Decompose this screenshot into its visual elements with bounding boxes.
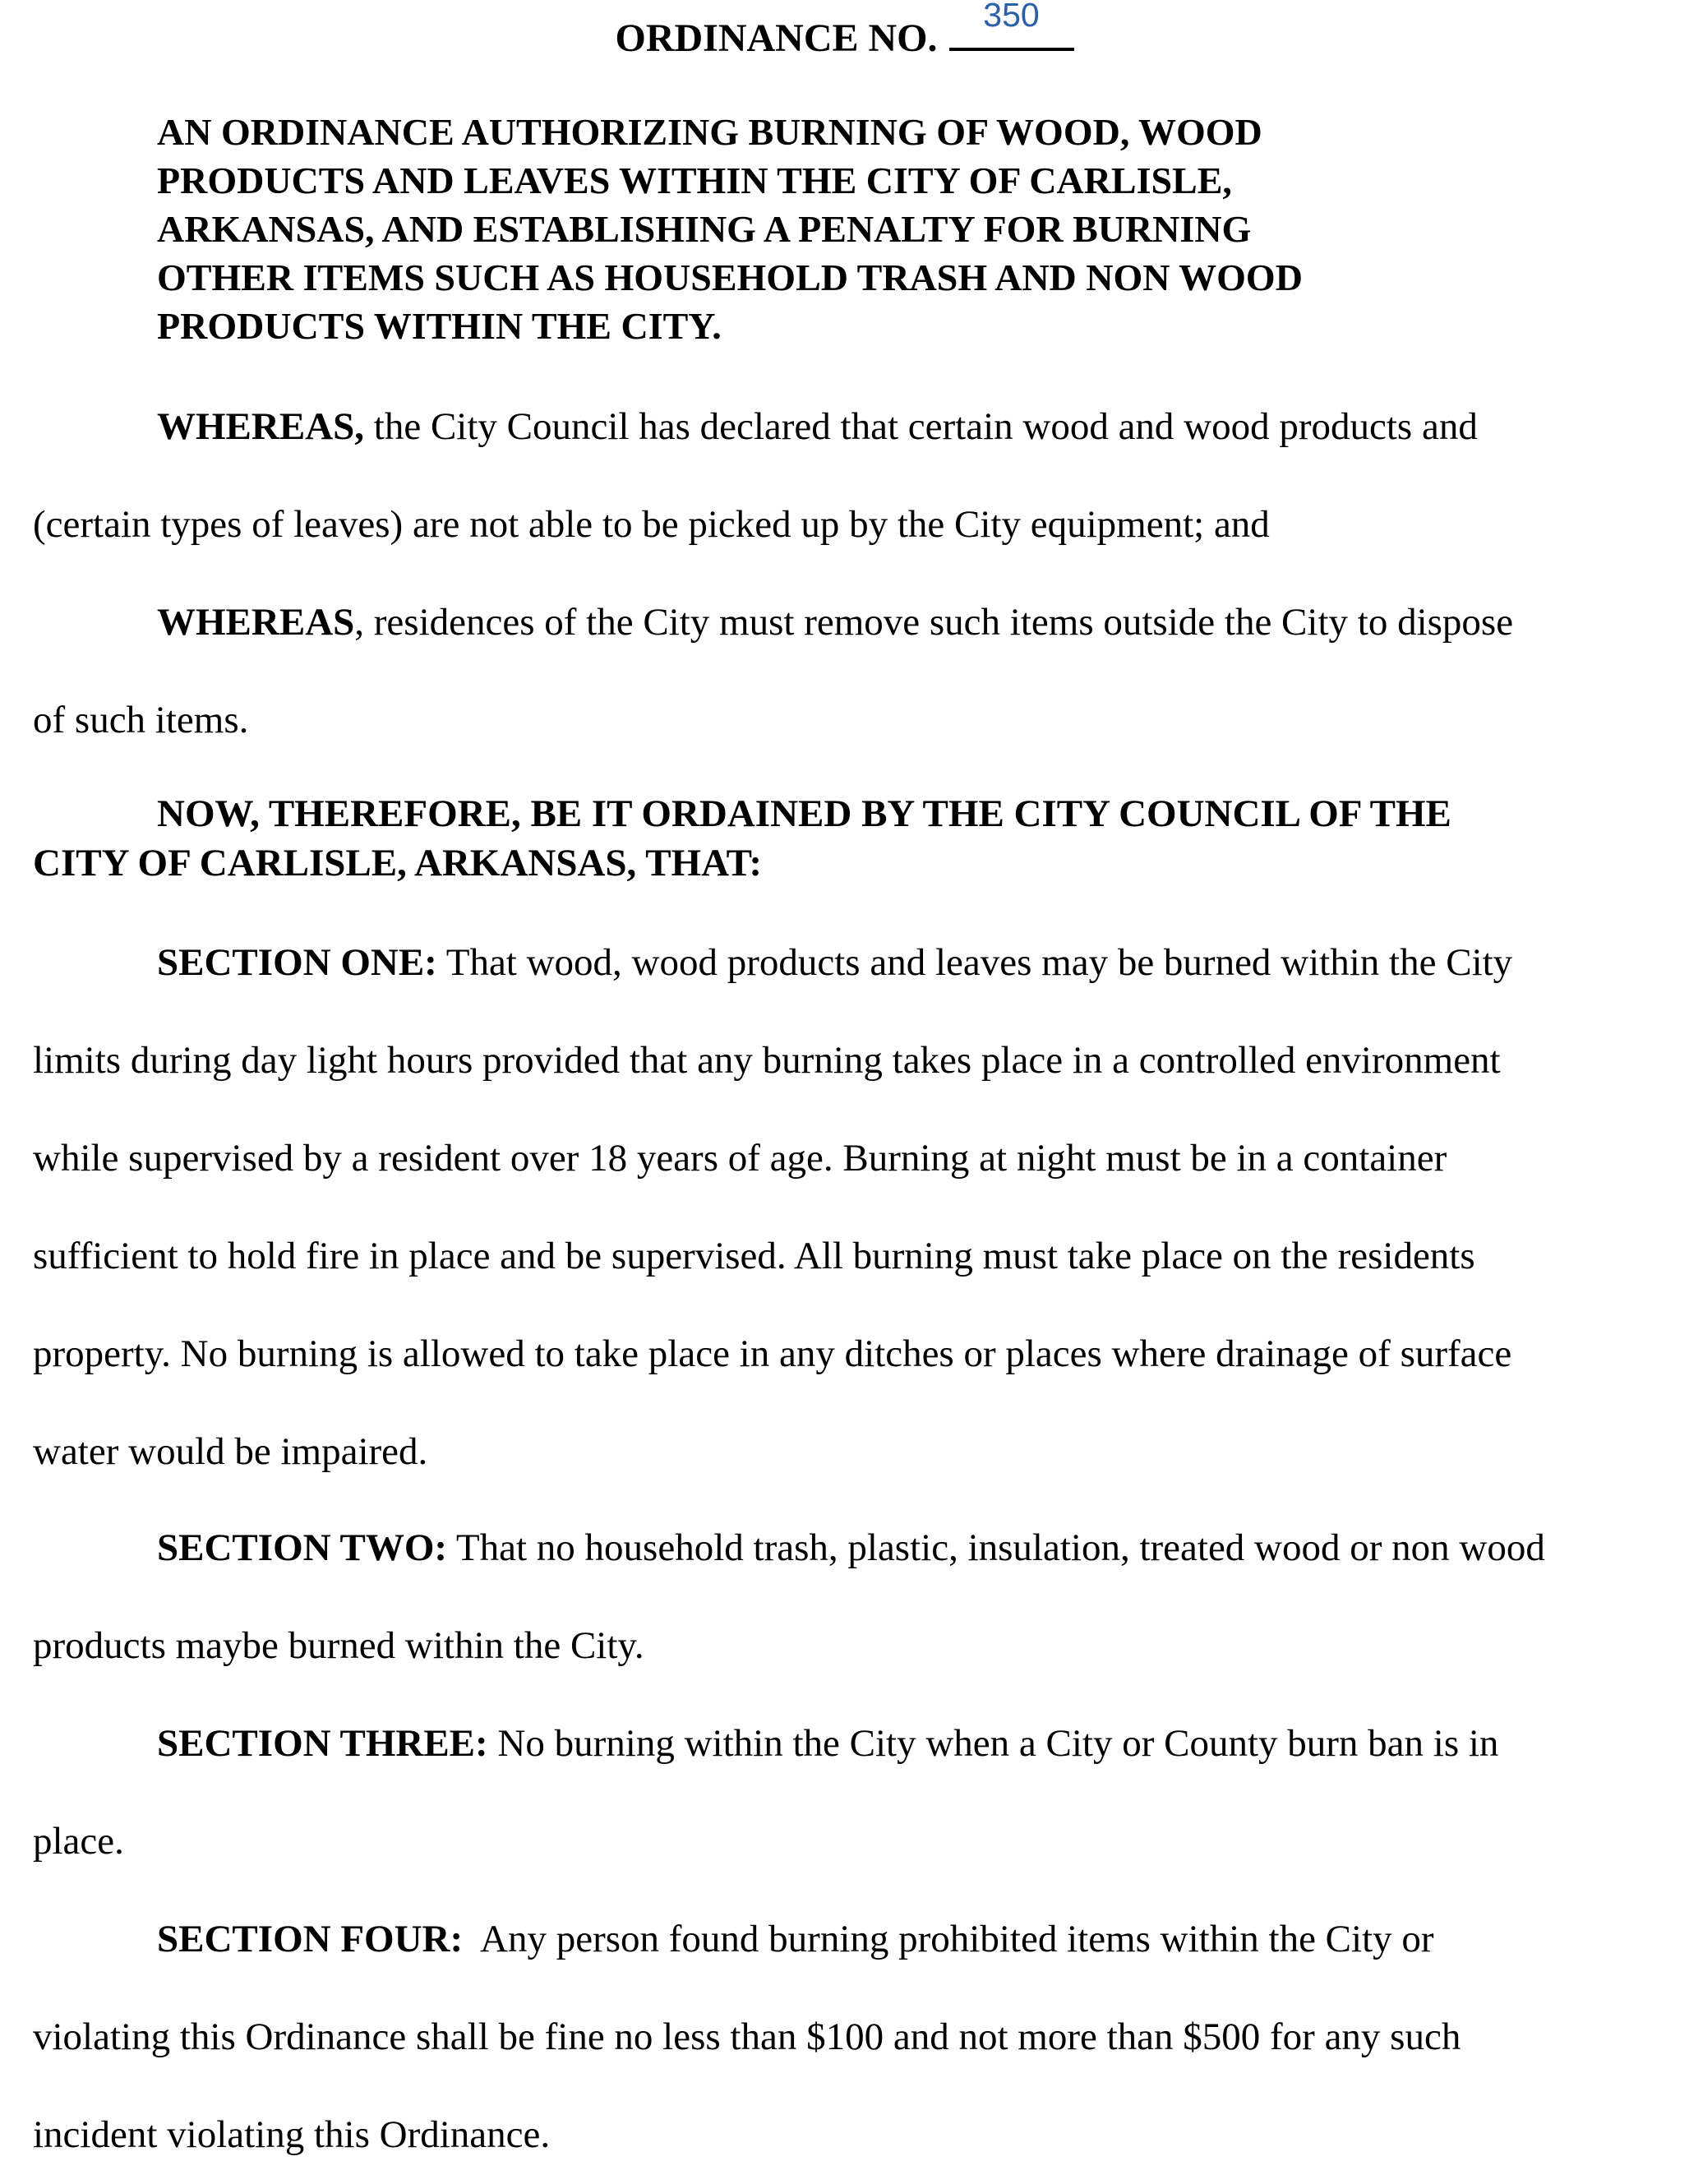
whereas-paragraph-1 (33, 378, 1668, 574)
section-text: That wood, wood products and leaves may be burned within the City (436, 941, 1513, 984)
title-line: PRODUCTS WITHIN THE CITY. (157, 305, 722, 347)
whereas-paragraph-2 (33, 574, 1668, 769)
section-one-lead: SECTION ONE: (157, 941, 437, 984)
whereas-text: the City Council has declared that certain wood and wood products and (364, 405, 1478, 448)
section-two (33, 1499, 1668, 1695)
section-text: products maybe burned within the City. (33, 1624, 644, 1667)
section-text: No burning within the City when a City or County burn ban is in (487, 1722, 1499, 1765)
whereas-lead: WHEREAS, (157, 405, 365, 448)
ordained-line: CITY OF CARLISLE, ARKANSAS, THAT: (33, 842, 763, 884)
ordinance-number: 350 (983, 0, 1040, 34)
section-text: incident violating this Ordinance. (33, 2113, 551, 2156)
ordinance-label: ORDINANCE NO. (615, 16, 938, 60)
section-text: while supervised by a resident over 18 years of age. Burning at night must be in a container (33, 1137, 1447, 1180)
section-text: sufficient to hold fire in place and be supervised. All burning must take place on the residents (33, 1235, 1475, 1277)
whereas-text: (certain types of leaves) are not able to be picked up by the City equipment; and (33, 503, 1270, 546)
title-line: OTHER ITEMS SUCH AS HOUSEHOLD TRASH AND NON WOOD (157, 256, 1303, 298)
section-three (33, 1695, 1668, 1891)
title-line: ARKANSAS, AND ESTABLISHING A PENALTY FOR BURNING (157, 208, 1252, 250)
section-four-lead: SECTION FOUR: (157, 1918, 464, 1960)
section-text: place. (33, 1820, 124, 1863)
ordinance-header (0, 0, 1689, 65)
section-text: water would be impaired. (33, 1430, 428, 1473)
section-text: violating this Ordinance shall be fine no less than $100 and not more than $500 for any such (33, 2015, 1461, 2058)
whereas-lead: WHEREAS (157, 601, 355, 644)
section-text: Any person found burning prohibited items within the City or (463, 1918, 1434, 1960)
section-text: limits during day light hours provided that any burning takes place in a controlled environment (33, 1039, 1501, 1082)
ordained-clause (33, 789, 1668, 888)
ordinance-title (157, 108, 1604, 350)
ordained-line: NOW, THEREFORE, BE IT ORDAINED BY THE CITY COUNCIL OF THE (157, 792, 1451, 835)
section-three-lead: SECTION THREE: (157, 1722, 488, 1765)
section-two-lead: SECTION TWO: (157, 1526, 448, 1569)
title-line: PRODUCTS AND LEAVES WITHIN THE CITY OF CARLISLE, (157, 159, 1232, 201)
section-text: property. No burning is allowed to take place in any ditches or places where drainage of surface (33, 1332, 1512, 1375)
section-one (33, 914, 1668, 1501)
whereas-text: , residences of the City must remove such items outside the City to dispose (354, 601, 1514, 644)
whereas-text: of such items. (33, 699, 249, 741)
title-line: AN ORDINANCE AUTHORIZING BURNING OF WOOD, WOOD (157, 111, 1262, 153)
ordinance-number-blank (949, 0, 1074, 51)
section-text: That no household trash, plastic, insulation, treated wood or non wood (447, 1526, 1545, 1569)
section-four (33, 1891, 1668, 2184)
